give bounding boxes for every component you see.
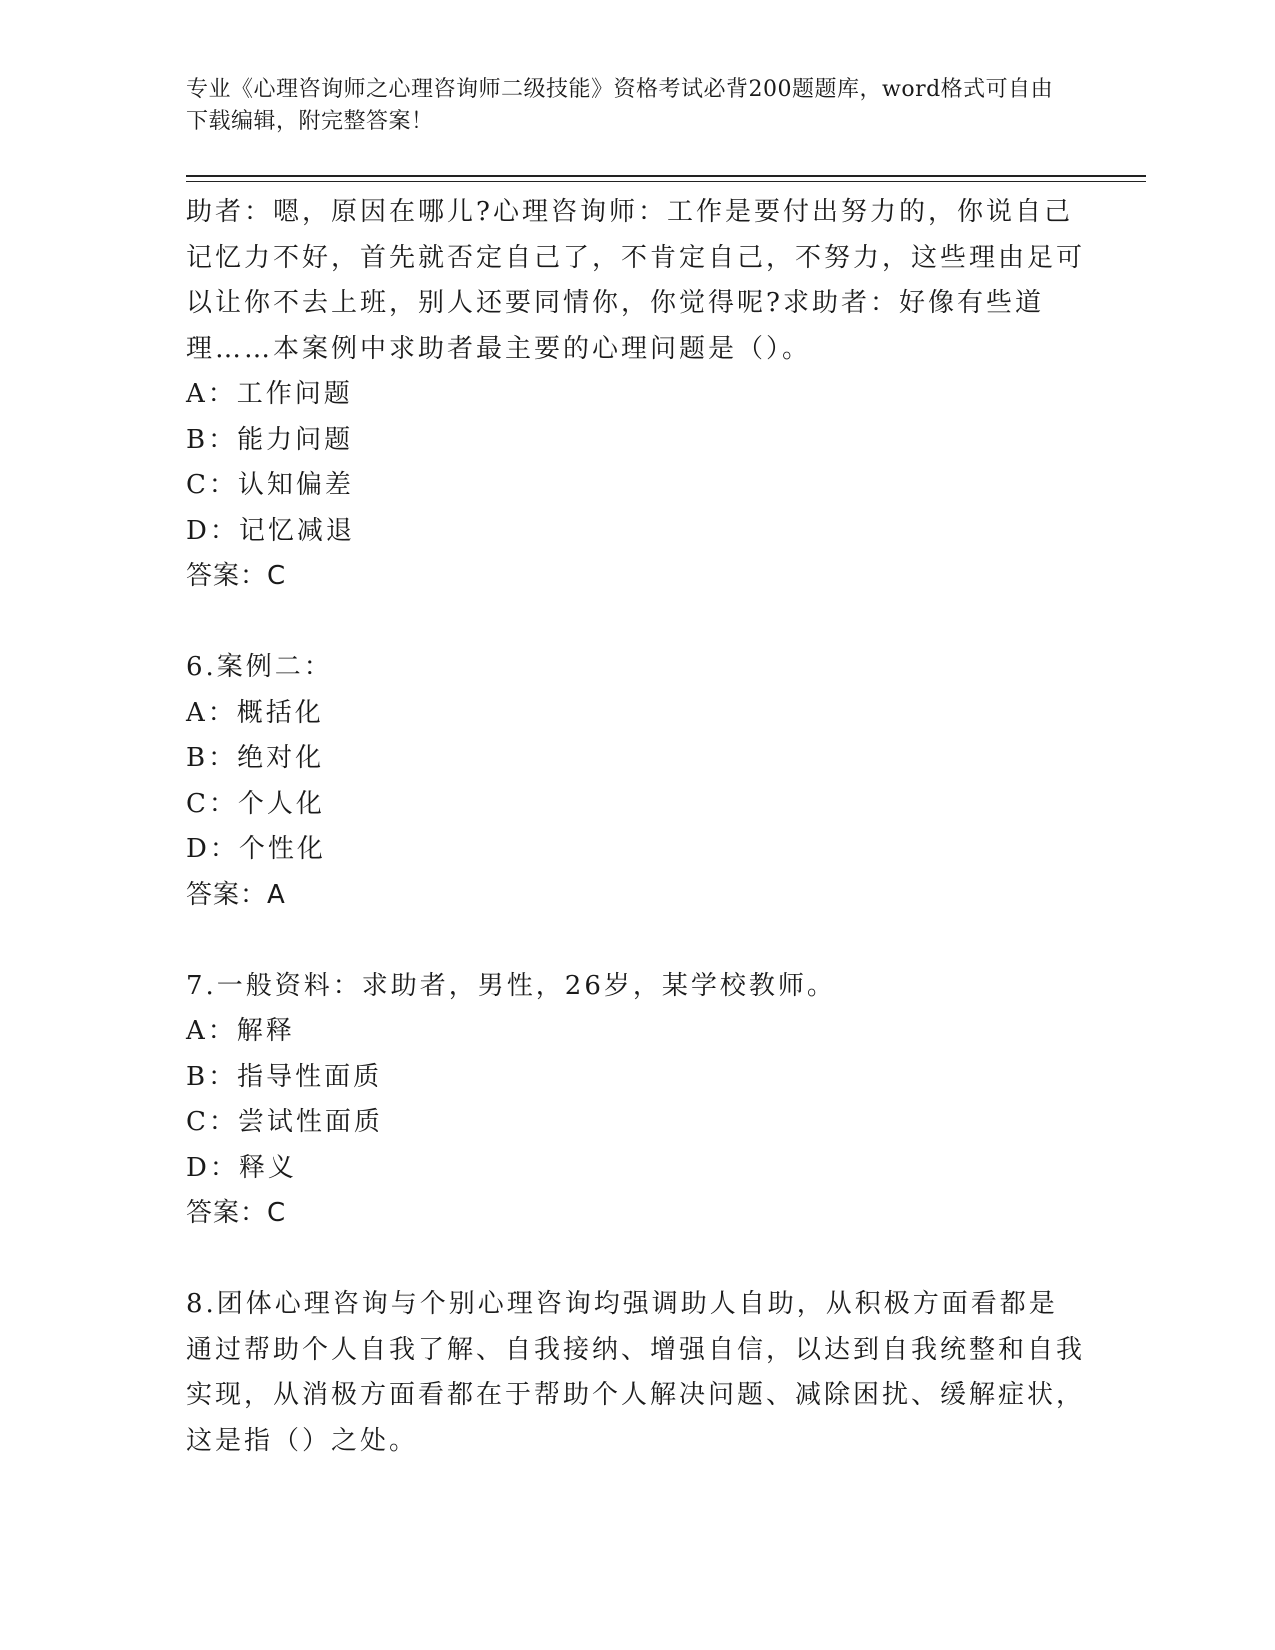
question-text: 6.案例二： [186,652,333,682]
question-text: 助者：嗯，原因在哪儿?心理咨询师：工作是要付出努力的，你说自己记忆力不好，首先就否定自己了，不肯定自己，不努力，这些理由足可以让你不去上班，别人还要同情你，你觉得呢?求助者：好像有些道理……本案例中求助者最主要的心理问题是（）。 [186,197,1086,364]
option-a: A：概括化 [186,697,324,728]
option-a: A：解释 [186,1016,295,1046]
answer-line: 答案：A [186,879,286,910]
answer-line: 答案：C [186,1198,287,1228]
question-list [186,190,1086,1464]
question-block [186,1282,1086,1464]
question-block [186,645,1086,918]
question-block [186,190,1086,600]
option-d: D：记忆减退 [186,515,355,546]
option-c: C：个人化 [186,788,325,819]
header-rule-thick [186,175,1146,177]
document-header: 专业《心理咨询师之心理咨询师二级技能》资格考试必背200题题库，word格式可自由下载编辑，附完整答案！ [186,77,1054,134]
question-text: 7.一般资料：求助者，男性，26岁，某学校教师。 [186,970,836,1001]
option-b: B：指导性面质 [186,1061,383,1092]
option-c: C：认知偏差 [186,470,354,500]
header-rule-thin [186,181,1146,182]
option-d: D：释义 [186,1152,297,1183]
option-a: A：工作问题 [186,379,353,409]
question-block [186,964,1086,1237]
option-d: D：个性化 [186,834,326,864]
option-b: B：绝对化 [186,743,325,773]
option-b: B：能力问题 [186,424,354,455]
option-c: C：尝试性面质 [186,1107,383,1137]
question-text: 8.团体心理咨询与个别心理咨询均强调助人自助，从积极方面看都是通过帮助个人自我了解、自我接纳、增强自信，以达到自我统整和自我实现，从消极方面看都在于帮助个人解决问题、减除困扰、缓解症状，这是指（）之处。 [186,1289,1086,1456]
answer-line: 答案：C [186,561,287,591]
